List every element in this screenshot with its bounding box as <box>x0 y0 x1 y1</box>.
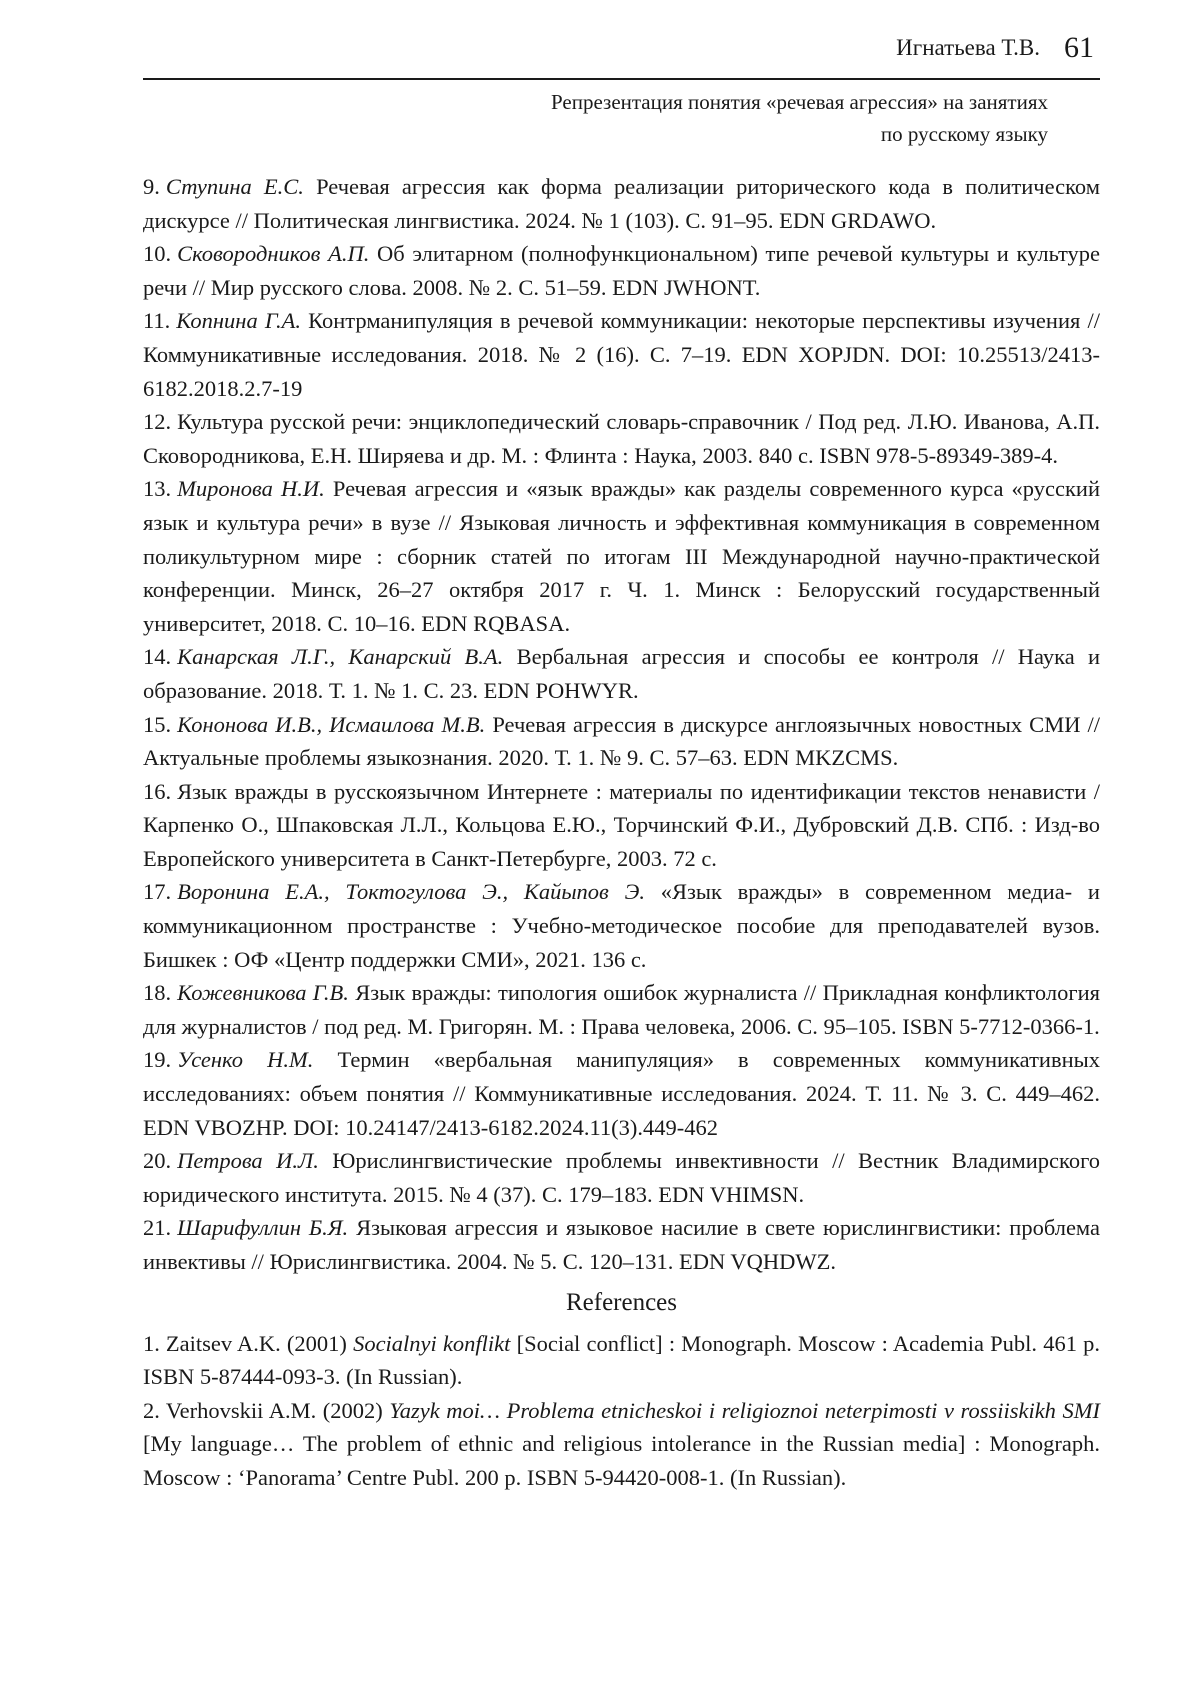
entry-author: Кожевникова Г.В. <box>177 980 349 1006</box>
references-list <box>143 1327 1100 1495</box>
entry-number: 18. <box>143 980 172 1006</box>
entry-number: 16. <box>143 778 172 804</box>
entry-text: Язык вражды: типология ошибок журналиста // Прикладная конфликтология для журналистов / под ред. М. Григорян. М. : Права человека, 2006. С. 95–105. ISBN 5-7712-0366-1. <box>143 980 1100 1039</box>
bibliography-entry <box>143 976 1100 1043</box>
bibliography-entry <box>143 875 1100 976</box>
entry-number: 14. <box>143 644 172 670</box>
entry-text: Культура русской речи: энциклопедический словарь-справочник / Под ред. Л.Ю. Иванова, А.П. Сковородникова, Е.Н. Ширяева и др. М. : Флинта : Наука, 2003. 840 с. ISBN 978-5-89349-389-4. <box>143 409 1100 468</box>
entry-number: 12. <box>143 409 172 435</box>
entry-text: Речевая агрессия и «язык вражды» как разделы современного курса «русский язык и культура речи» в вузе // Языковая личность и эффективная коммуникация в современном поликультурном мире : сборник статей по итогам III Международной научно-практической конференции. Минск, 26–27 октября 2017 г. Ч. 1. Минск : Белорусский государственный университет, 2018. С. 10–16. EDN RQBASA. <box>143 476 1100 636</box>
entry-italic-title: Socialnyi konflikt <box>353 1330 511 1356</box>
running-title-line: по русскому языку <box>880 122 1048 146</box>
running-title-line: Репрезентация понятия «речевая агрессия» на занятиях <box>550 90 1048 114</box>
bibliography-entry <box>143 304 1100 405</box>
entry-text: Zaitsev A.K. (2001) <box>165 1330 354 1356</box>
entry-author: Шарифуллин Б.Я. <box>177 1215 349 1241</box>
bibliography-entry <box>143 1144 1100 1211</box>
entry-author: Сковородников А.П. <box>177 241 370 267</box>
bibliography-entry <box>143 405 1100 472</box>
entry-author: Копнина Г.А. <box>176 308 301 334</box>
running-head-title <box>420 86 1048 150</box>
entry-number: 2. <box>143 1397 160 1423</box>
entry-text: Юрислингвистические проблемы инвективности // Вестник Владимирского юридического института. 2015. № 4 (37). С. 179–183. EDN VHIMSN. <box>143 1148 1100 1207</box>
entry-number: 15. <box>143 711 172 737</box>
page-number: 61 <box>1064 31 1094 64</box>
entry-number: 17. <box>143 879 172 905</box>
entry-author: Кононова И.В., Исмаилова М.В. <box>177 711 486 737</box>
entry-text: Речевая агрессия в дискурсе англоязычных новостных СМИ // Актуальные проблемы языкознания. 2020. Т. 1. № 9. С. 57–63. EDN MKZCMS. <box>143 711 1101 771</box>
entry-text: Язык вражды в русскоязычном Интернете : материалы по идентификации текстов ненависти / Карпенко О., Шпаковская Л.Л., Кольцова Е.Ю., Торчинский Ф.И., Дубровский Д.В. СПб. : Изд-во Европейского университета в Санкт-Петербурге, 2003. 72 с. <box>143 778 1100 871</box>
entry-text: Вербальная агрессия и способы ее контроля // Наука и образование. 2018. Т. 1. № 1. С. 23. EDN POHWYR. <box>143 644 1100 703</box>
entry-text: Контрманипуляция в речевой коммуникации: некоторые перспективы изучения // Коммуникативные исследования. 2018. № 2 (16). С. 7–19. EDN XOPJDN. DOI: 10.25513/2413-6182.2018.2.7-19 <box>143 308 1100 401</box>
entry-author: Усенко Н.М. <box>177 1047 314 1073</box>
bibliography-entry <box>143 237 1100 304</box>
entry-text: Речевая агрессия как форма реализации риторического кода в политическом дискурсе // Политическая лингвистика. 2024. № 1 (103). С. 91–95. EDN GRDAWO. <box>143 174 1100 233</box>
entry-text: Языковая агрессия и языковое насилие в свете юрислингвистики: проблема инвективы // Юрислингвистика. 2004. № 5. С. 120–131. EDN VQHDWZ. <box>143 1215 1101 1274</box>
entry-author: Миронова Н.И. <box>177 476 325 502</box>
entry-author: Петрова И.Л. <box>177 1148 319 1174</box>
entry-text: Термин «вербальная манипуляция» в современных коммуникативных исследованиях: объем понятия // Коммуникативные исследования. 2024. Т. 11. № 3. С. 449–462. EDN VBOZHP. DOI: 10.24147/2413-6182.2024.11(3).449-462 <box>143 1047 1100 1140</box>
header-divider <box>143 78 1100 80</box>
bibliography-entry <box>143 170 1100 237</box>
bibliography-list <box>143 170 1100 1279</box>
entry-text: [My language… The problem of ethnic and religious intolerance in the Russian media] : Monograph. Moscow : ‘Panorama’ Centre Publ. 200 p. ISBN 5-94420-008-1. (In Russian). <box>143 1431 1100 1490</box>
page-body <box>143 170 1100 1495</box>
entry-number: 21. <box>143 1215 172 1241</box>
entry-text: «Язык вражды» в современном медиа- и коммуникационном пространстве : Учебно-методическое пособие для преподавателей вузов. Бишкек : ОФ «Центр поддержки СМИ», 2021. 136 с. <box>143 879 1100 972</box>
bibliography-entry <box>143 775 1100 876</box>
reference-entry <box>143 1394 1100 1495</box>
entry-number: 20. <box>143 1148 172 1174</box>
entry-text: Об элитарном (полнофункциональном) типе речевой культуры и культуре речи // Мир русского слова. 2008. № 2. С. 51–59. EDN JWHONT. <box>143 241 1101 300</box>
entry-author: Воронина Е.А., Токтогулова Э., Кайыпов Э. <box>177 879 645 905</box>
reference-entry <box>143 1327 1100 1394</box>
entry-author: Канарская Л.Г., Канарский В.А. <box>177 644 504 670</box>
bibliography-entry <box>143 472 1100 640</box>
references-heading: References <box>565 1288 678 1316</box>
running-head-author: Игнатьева Т.В. <box>896 35 1040 60</box>
entry-text: [Social conflict] : Monograph. Moscow : Academia Publ. 461 p. ISBN 5-87444-093-3. (In Russian). <box>143 1330 1100 1390</box>
bibliography-entry <box>143 708 1100 775</box>
entry-italic-title: Yazyk moi… Problema etnicheskoi i religioznoi neterpimosti v rossiiskikh SMI <box>389 1397 1100 1423</box>
entry-number: 9. <box>143 174 160 199</box>
entry-number: 11. <box>143 308 171 334</box>
entry-number: 10. <box>143 241 172 267</box>
bibliography-entry <box>143 1211 1100 1278</box>
entry-author: Ступина Е.С. <box>165 174 304 199</box>
entry-number: 19. <box>143 1047 172 1073</box>
entry-number: 1. <box>143 1330 160 1356</box>
entry-number: 13. <box>143 476 172 502</box>
bibliography-entry <box>143 1043 1100 1144</box>
bibliography-entry <box>143 640 1100 707</box>
entry-text: Verhovskii A.M. (2002) <box>165 1397 390 1423</box>
